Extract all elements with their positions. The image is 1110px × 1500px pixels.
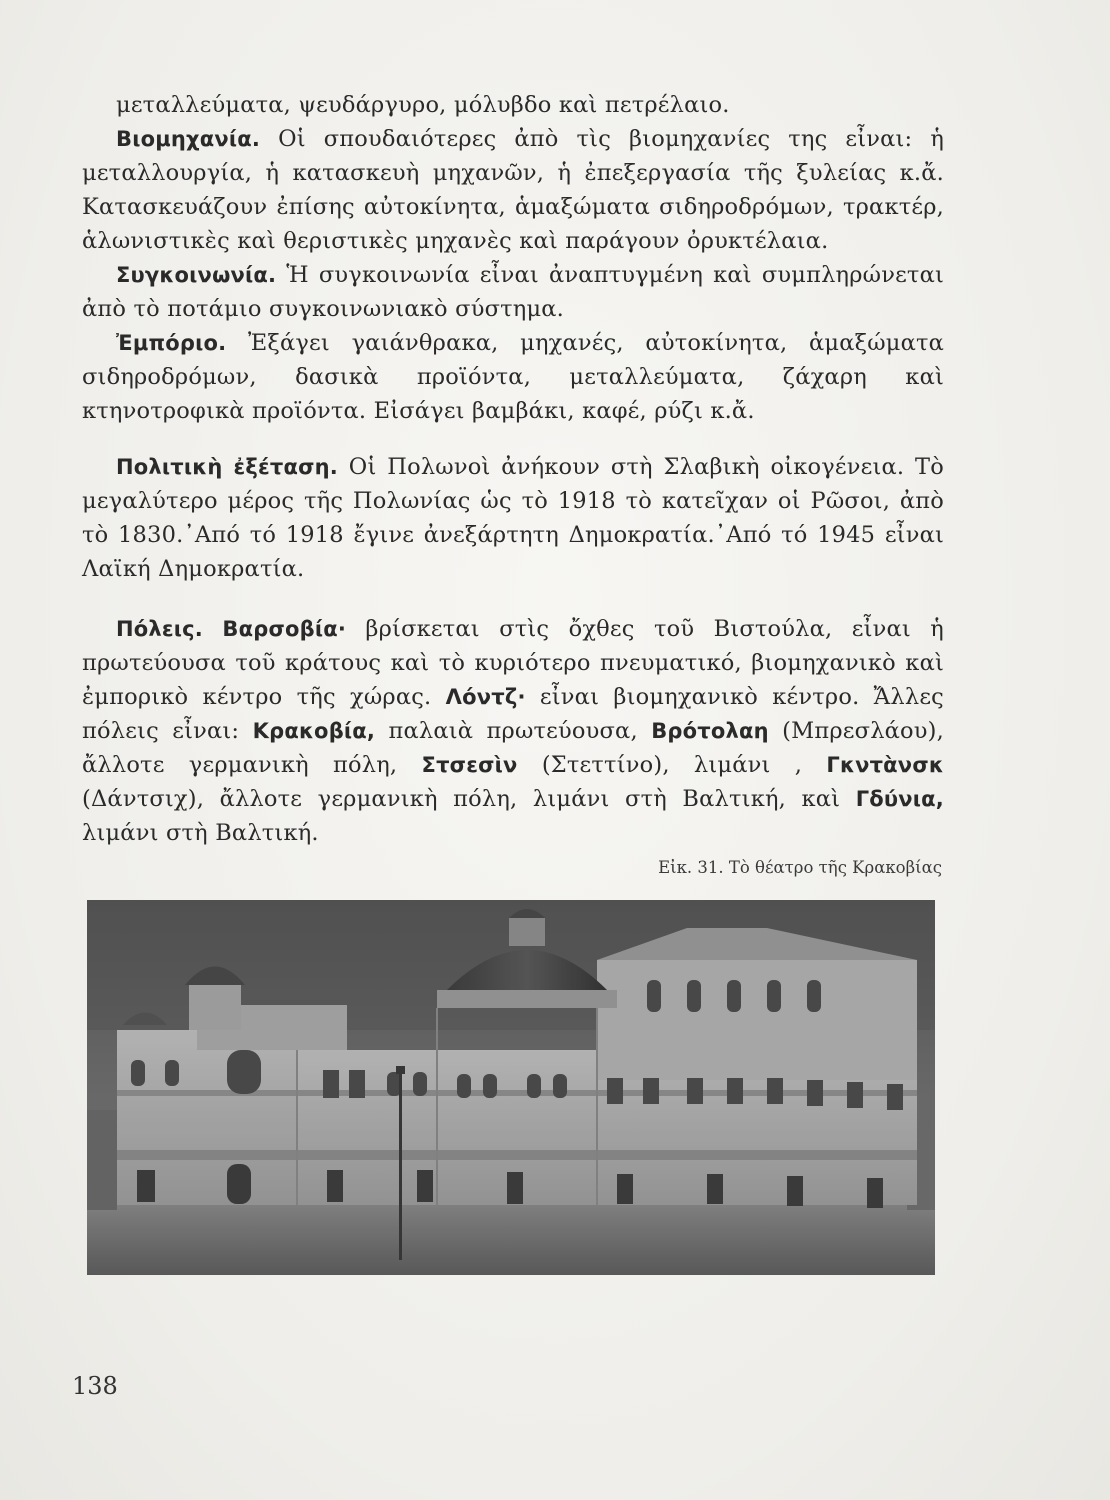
city-krakow: Κρακοβία,	[252, 719, 376, 743]
trade-text: Ἐξάγει γαιάνθρακα, μηχανές, αὐτοκίνητα, ἁμαξώματα σιδηροδρόμων, δασικὰ προϊόντα, μεταλλεύματα, ζάχαρη καὶ κτηνοτροφικὰ προϊόντα. Εἰσάγει βαμβάκι, καφέ, ρύζι κ.ἄ.	[82, 330, 944, 424]
page-number: 138	[72, 1372, 118, 1400]
cities-text-7: λιμάνι στὴ Βαλτική.	[82, 820, 319, 846]
paragraph-cities	[82, 612, 944, 850]
cities-text-5: (Στεττίνο), λιμάνι ,	[517, 752, 827, 778]
industry-heading: Βιομηχανία.	[116, 127, 261, 151]
city-wroclaw: Βρότολαη	[651, 719, 769, 743]
city-warsaw: Βαρσοβία·	[222, 617, 347, 641]
political-text: Οἱ Πολωνοὶ ἀνήκουν στὴ Σλαβικὴ οἰκογένεια. Τὸ μεγαλύτερο μέρος τῆς Πολωνίας ὡς τὸ 1918 τὸ κατεῖχαν οἱ Ρῶσοι, ἀπὸ τὸ 1830.᾿Από τό 1918 ἔγινε ἀνεξάρτητη Δημοκρατία.᾿Από τό 1945 εἶναι Λαϊκή Δημοκρατία.	[82, 454, 944, 582]
city-szczecin: Στσεσὶν	[421, 753, 518, 777]
cities-text-1: βρίσκεται στὶς ὄχθες τοῦ Βιστούλα, εἶναι ἡ πρωτεύουσα τοῦ κράτους καὶ τὸ κυριότερο πνευματικό, βιομηχανικὸ καὶ ἐμπορικὸ κέντρο τῆς χώρας.	[82, 616, 944, 710]
city-lodz: Λόντζ·	[445, 685, 526, 709]
paragraph-political	[82, 450, 944, 586]
trade-heading: Ἐμπόριο.	[116, 331, 227, 355]
political-heading: Πολιτικὴ ἐξέταση.	[116, 455, 338, 479]
paragraph-minerals	[82, 88, 944, 122]
figure-caption: Εἰκ. 31. Τὸ θέατρο τῆς Κρακοβίας	[658, 858, 942, 877]
transport-text: Ἡ συγκοινωνία εἶναι ἀναπτυγμένη καὶ συμπληρώνεται ἀπὸ τὸ ποτάμιο συγκοινωνιακὸ σύστημα.	[82, 262, 944, 322]
cities-text-3: παλαιὰ πρωτεύουσα,	[375, 718, 652, 744]
city-gdansk: Γκντὰνσκ	[826, 753, 944, 777]
cities-text-2: εἶναι βιομηχανικὸ κέντρο. Ἄλλες πόλεις εἶναι:	[82, 684, 944, 744]
cities-text-6: (Δάντσιχ), ἄλλοτε γερμανικὴ πόλη, λιμάνι στὴ Βαλτική, καὶ	[82, 786, 856, 812]
paragraph-minerals-text: μεταλλεύματα, ψευδάργυρο, μόλυβδο καὶ πετρέλαιο.	[116, 92, 730, 118]
paragraph-trade	[82, 326, 944, 428]
paragraph-industry	[82, 122, 944, 258]
krakow-theatre-photo	[87, 900, 935, 1275]
transport-heading: Συγκοινωνία.	[116, 263, 277, 287]
industry-text: Οἱ σπουδαιότερες ἀπὸ τὶς βιομηχανίες της εἶναι: ἡ μεταλλουργία, ἡ κατασκευὴ μηχανῶν, ἡ ἐπεξεργασία τῆς ξυλείας κ.ἄ. Κατασκευάζουν ἐπίσης αὐτοκίνητα, ἁμαξώματα σιδηροδρόμων, τρακτέρ, ἁλωνιστικὲς καὶ θεριστικὲς μηχανὲς καὶ παράγουν ὀρυκτέλαια.	[82, 126, 944, 254]
cities-text-4: (Μπρεσλάου), ἄλλοτε γερμανικὴ πόλη,	[82, 718, 945, 778]
cities-heading: Πόλεις.	[116, 617, 203, 641]
city-gdynia: Γδύνια,	[855, 787, 944, 811]
paragraph-transport	[82, 258, 944, 326]
